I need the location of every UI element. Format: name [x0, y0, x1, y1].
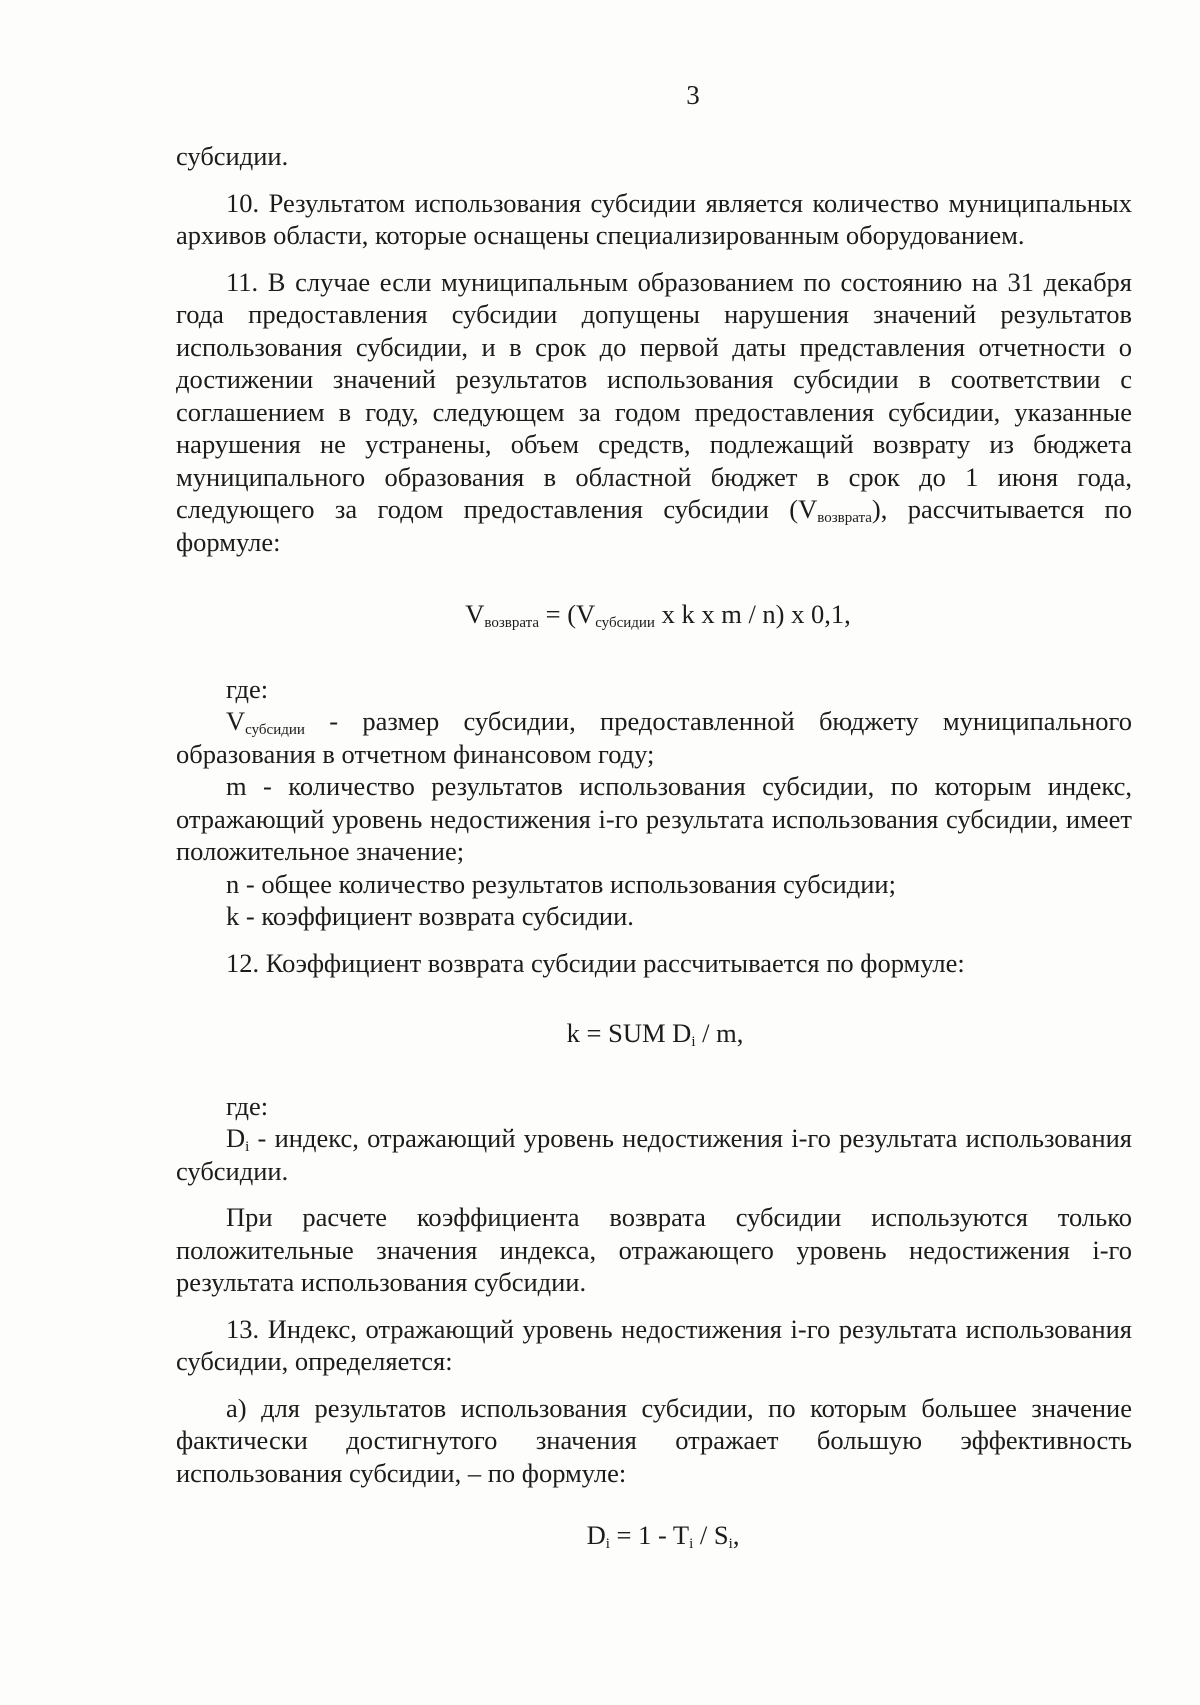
continuation-text: субсидии.: [176, 141, 289, 171]
definition-n: n - общее количество результатов использования субсидии;: [226, 868, 896, 899]
subscript: субсидии: [595, 615, 655, 631]
where-label: где:: [226, 1090, 269, 1121]
formula-part: x k x m / n) x 0,1,: [654, 599, 851, 629]
subscript: i: [691, 1034, 696, 1050]
formula-coefficient: [176, 1017, 1132, 1050]
formula-part: ,: [732, 1520, 740, 1550]
subscript: возврата: [817, 510, 872, 526]
subscript: i: [728, 1536, 733, 1552]
formula-part: = 1 - T: [609, 1520, 690, 1550]
formula-index: [176, 1519, 1132, 1552]
definition-k: k - коэффициент возврата субсидии.: [226, 901, 634, 931]
paragraph-13a: а) для результатов использования субсидии, по которым большее значение фактически достигнутого значения отражает большую эффективность использования субсидии, – по формуле:: [176, 1392, 1132, 1488]
subscript: субсидии: [245, 722, 305, 738]
page-number: 3: [686, 80, 700, 110]
definition-symbol: D: [226, 1123, 246, 1153]
formula-part: = (V: [539, 599, 596, 629]
where-label: где:: [226, 673, 269, 704]
paragraph-11: [176, 266, 1132, 559]
definition-v-subsidy: [176, 705, 1132, 770]
subscript: возврата: [484, 615, 540, 631]
definition-text: - индекс, отражающий уровень недостижения i-го результата использования субсидии.: [176, 1123, 1132, 1186]
formula-part: / S: [693, 1520, 729, 1550]
formula-part: / m,: [695, 1018, 744, 1048]
formula-part: k = SUM D: [566, 1018, 692, 1048]
definition-text: - размер субсидии, предоставленной бюджету муниципального образования в отчетном финансовом году;: [176, 706, 1132, 769]
definition-d: [176, 1122, 1132, 1187]
formula-return-volume: [176, 598, 1132, 631]
document-body: [176, 140, 1132, 1552]
paragraph-13: 13. Индекс, отражающий уровень недостижения i-го результата использования субсидии, определяется:: [176, 1313, 1132, 1376]
paragraph-12: 12. Коэффициент возврата субсидии рассчитывается по формуле:: [226, 947, 965, 978]
paragraph-11-text: 11. В случае если муниципальным образованием по состоянию на 31 декабря года предоставления субсидии допущены нарушения значений результатов использования субсидии, и в срок до первой даты представления отчетности о достижении значений результатов использования субсидии в соответствии с соглашением в году, следующем за годом предоставления субсидии, указанные нарушения не устранены, объем средств, подлежащий возврату из бюджета муниципального образования в областной бюджет в срок до 1 июня года, следующего за годом предоставления субсидии (V: [176, 266, 1132, 524]
definition-symbol: V: [226, 706, 246, 736]
subscript: i: [689, 1536, 694, 1552]
formula-part: D: [586, 1520, 606, 1550]
note-paragraph: При расчете коэффициента возврата субсидии используются только положительные значения индекса, отражающего уровень недостижения i-го результата использования субсидии.: [176, 1202, 1132, 1297]
subscript: i: [605, 1536, 610, 1552]
definition-m: m - количество результатов использования субсидии, по которым индекс, отражающий уровень недостижения i-го результата использования субсидии, имеет положительное значение;: [176, 771, 1132, 866]
subscript: i: [245, 1139, 250, 1155]
formula-symbol: V: [465, 599, 485, 629]
paragraph-11-tail: ), рассчитывается по формуле:: [176, 494, 1132, 557]
paragraph-10: 10. Результатом использования субсидии является количество муниципальных архивов области, которые оснащены специализированным оборудованием.: [176, 187, 1132, 250]
